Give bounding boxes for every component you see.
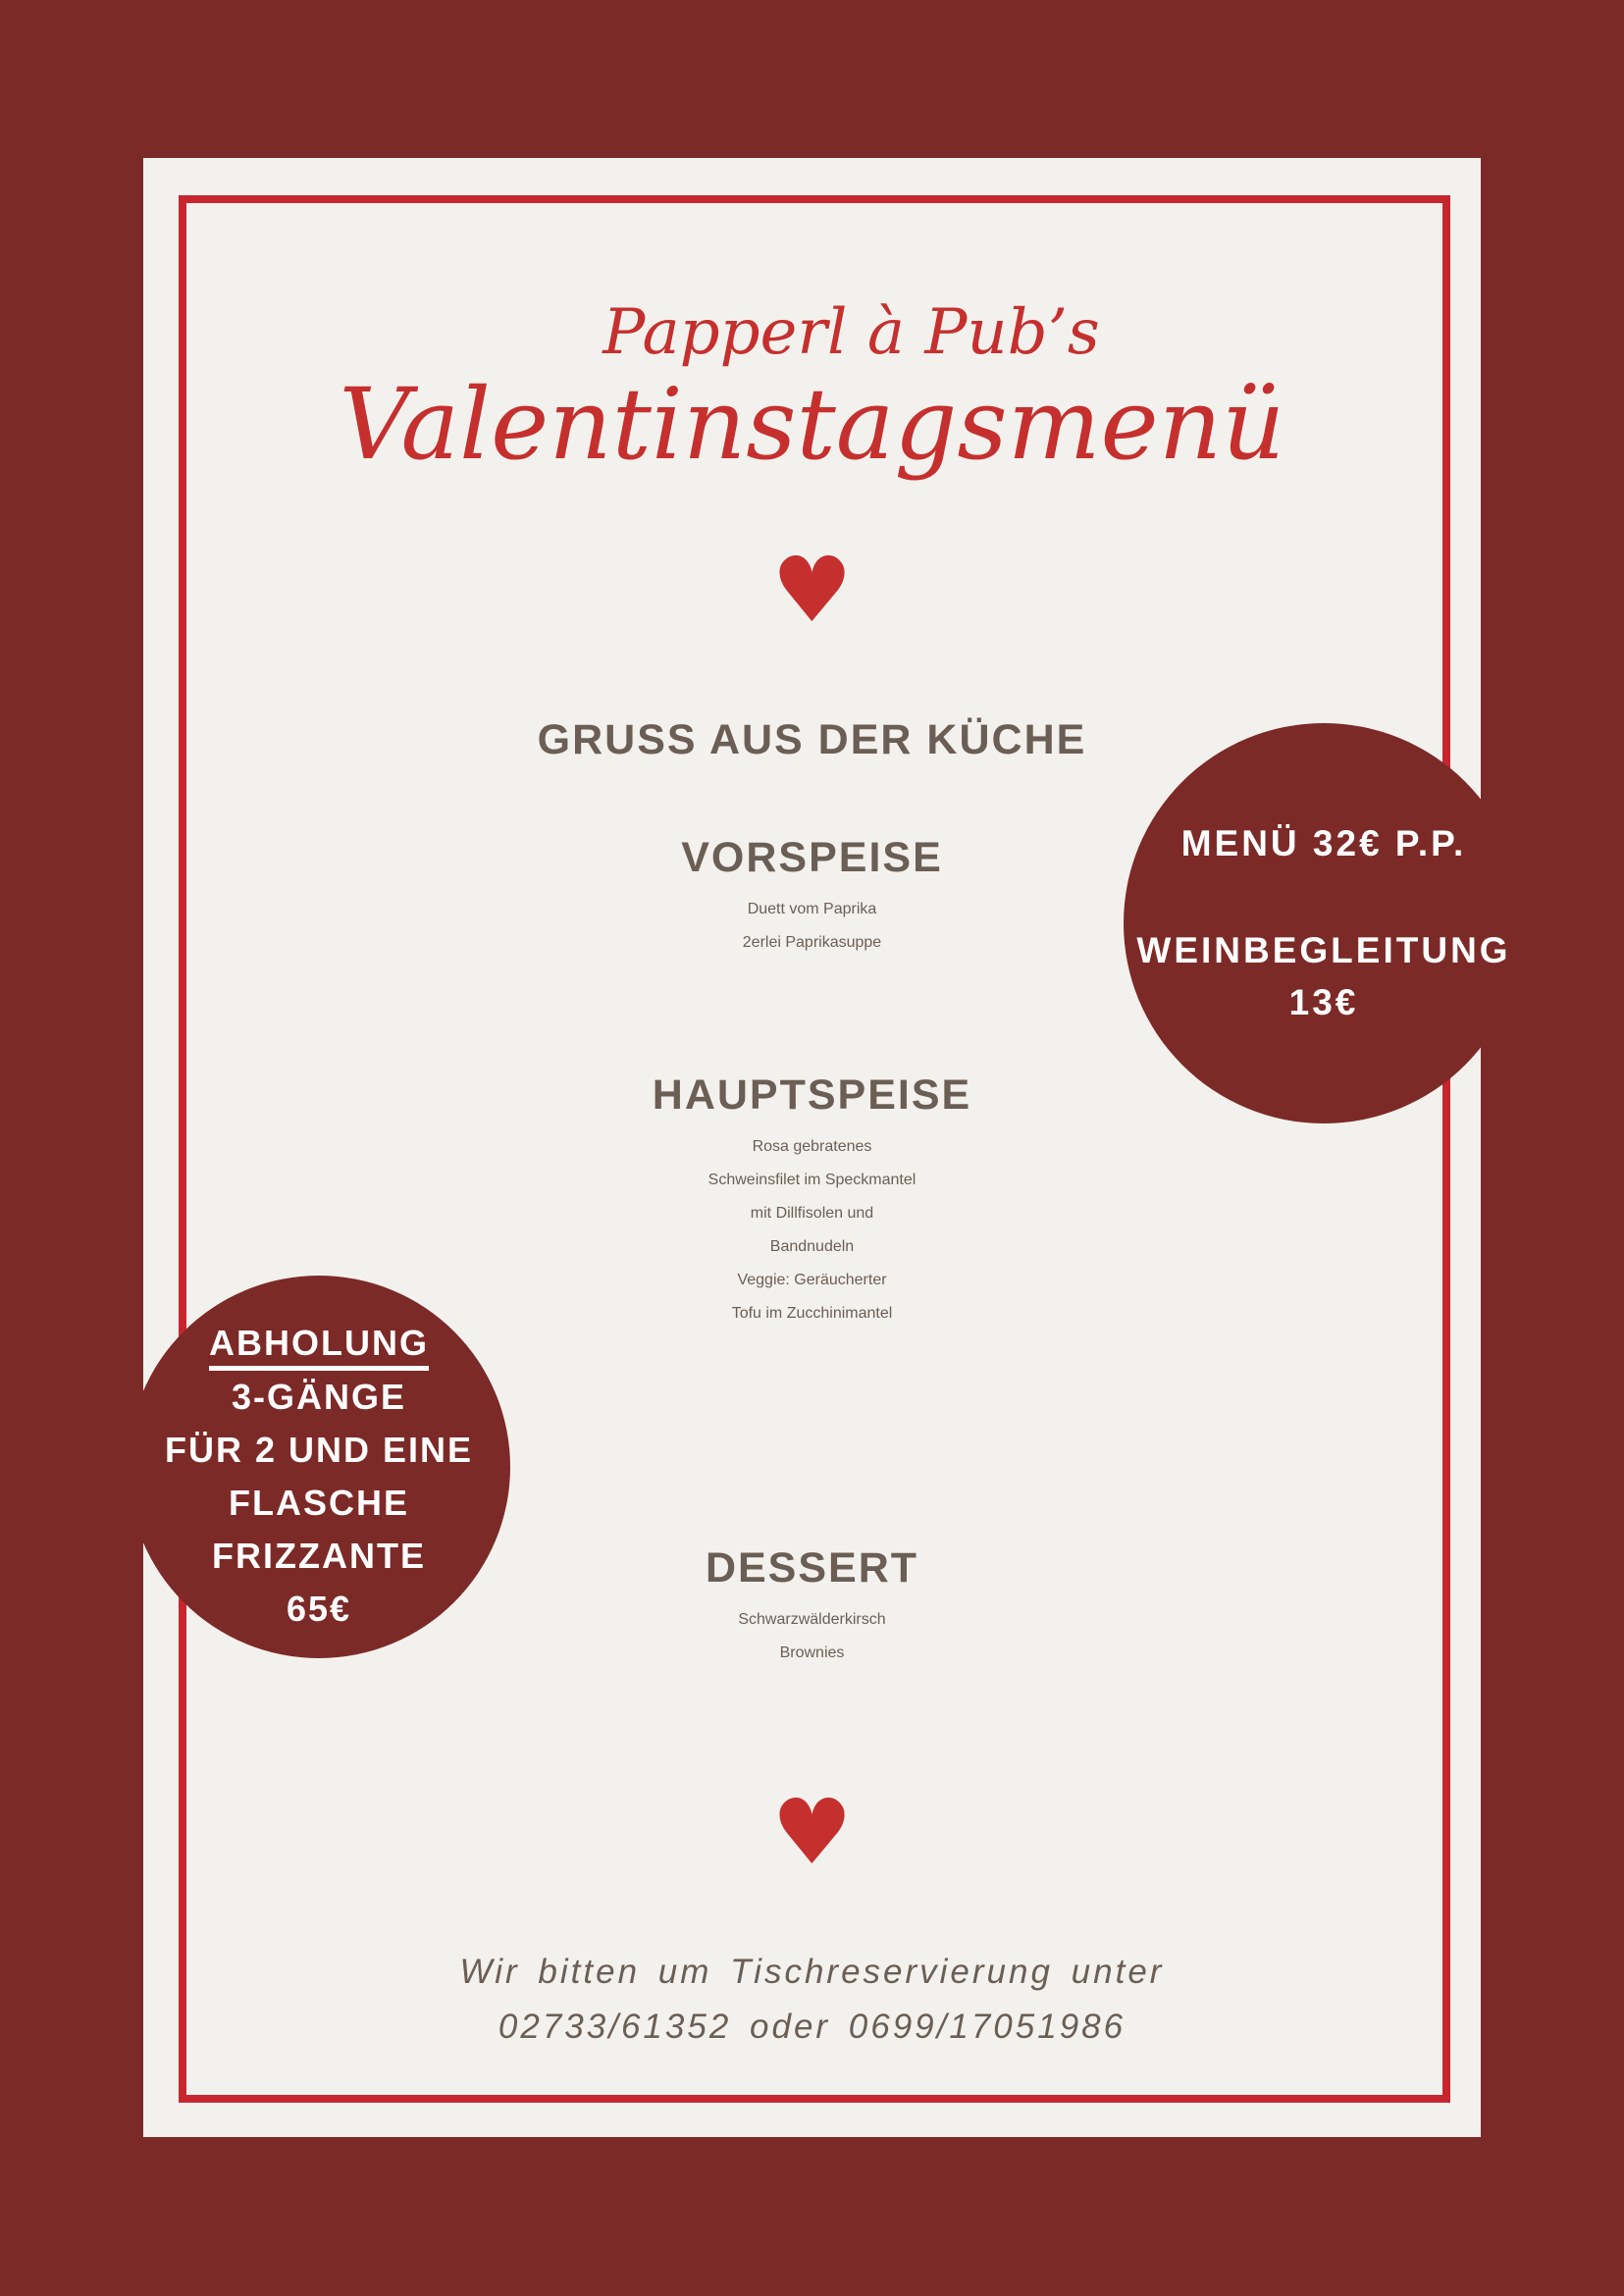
pickup-title-text: ABHOLUNG (209, 1324, 429, 1371)
restaurant-name: Papperl à Pub’s (602, 296, 1100, 369)
wine-pairing-price: 13€ (1288, 982, 1359, 1022)
pickup-badge (128, 1276, 510, 1658)
section-heading: HAUPTSPEISE (652, 1071, 972, 1119)
section-heading: DESSERT (705, 1544, 919, 1592)
menu-item-line: FÜR 2 UND EINE (164, 1430, 474, 1470)
menu-item-line: Schweinsfilet im Speckmantel (707, 1172, 917, 1188)
menu-item-line: 2erlei Paprikasuppe (742, 934, 882, 951)
heart-icon: ♥ (771, 1780, 853, 1885)
menu-item-line: Schwarzwälderkirsch (738, 1611, 886, 1628)
section-heading: GRUSS AUS DER KÜCHE (537, 716, 1087, 763)
menu-item-line: 65€ (286, 1589, 352, 1629)
menu-price: MENÜ 32€ P.P. (1180, 823, 1467, 863)
menu-item-line: Bandnudeln (769, 1238, 855, 1255)
menu-item-line: 3-GÄNGE (231, 1377, 407, 1417)
pickup-badge-title (108, 1317, 530, 1371)
menu-item-line: Veggie: Geräucherter (737, 1272, 887, 1288)
pickup-badge-text (108, 1317, 530, 1636)
wine-pairing-label: WEINBEGLEITUNG (1136, 930, 1511, 970)
menu-item-line: mit Dillfisolen und (750, 1205, 874, 1222)
menu-item-line: Rosa gebratenes (752, 1138, 872, 1155)
price-badge-text (1084, 817, 1563, 1028)
heart-icon: ♥ (771, 538, 853, 643)
reservation-text: Wir bitten um Tischreservierung unter (459, 1953, 1165, 1991)
menu-title: Valentinstagsmenü (339, 367, 1285, 482)
reservation-note (143, 1945, 1481, 2055)
menu-item-line: Duett vom Paprika (747, 901, 877, 917)
menu-item-line: Brownies (779, 1644, 845, 1661)
reservation-phone-numbers: 02733/61352 oder 0699/17051986 (498, 2008, 1126, 2046)
menu-item-line: FLASCHE (229, 1483, 409, 1523)
pickup-badge-lines (108, 1371, 530, 1636)
price-badge (1124, 723, 1524, 1123)
menu-item-line: FRIZZANTE (212, 1536, 426, 1576)
menu-item-line: Tofu im Zucchinimantel (731, 1305, 893, 1322)
section-heading: VORSPEISE (681, 834, 943, 881)
